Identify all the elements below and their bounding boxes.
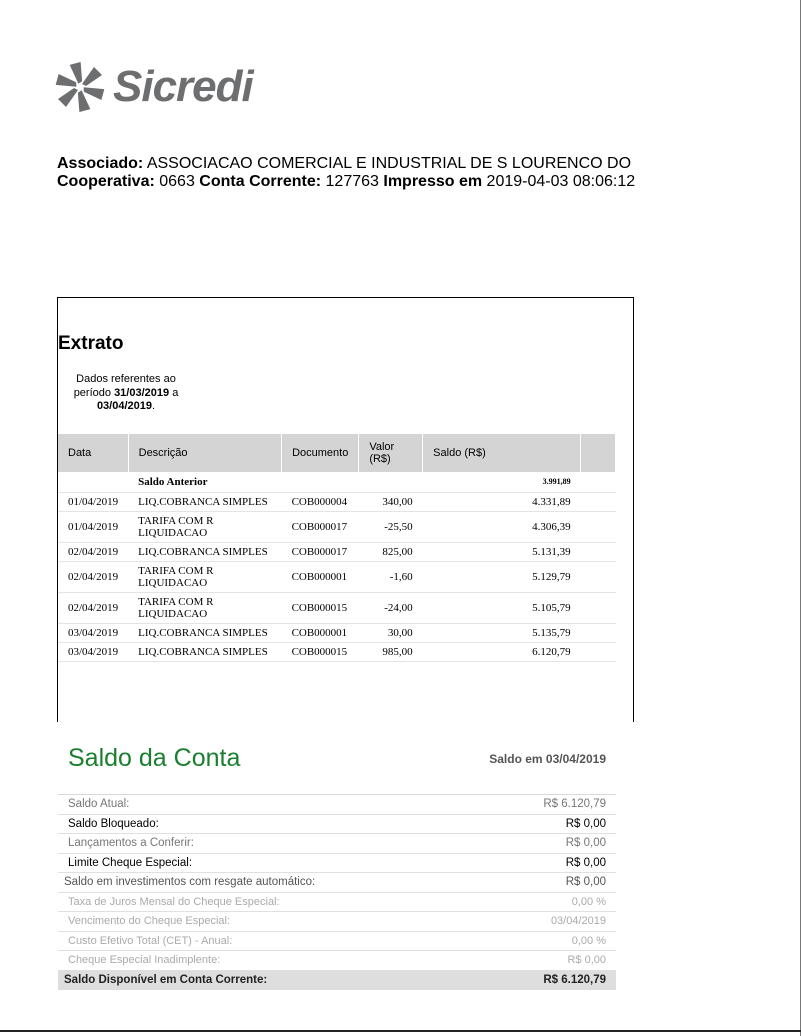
cell-description: TARIFA COM R LIQUIDACAO	[128, 592, 281, 623]
cell-date: 01/04/2019	[58, 492, 128, 511]
cell-description: LIQ.COBRANCA SIMPLES	[128, 623, 281, 642]
cell-valor: -25,50	[359, 511, 423, 542]
impresso-value: 2019-04-03 08:06:12	[486, 173, 636, 190]
impresso-label: Impresso em	[383, 173, 483, 190]
associado-label: Associado:	[57, 155, 144, 172]
saldo-row-label: Limite Cheque Especial:	[68, 856, 193, 869]
saldo-row-value: R$ 0,00	[565, 837, 606, 850]
period-end: 03/04/2019	[96, 400, 152, 412]
page-bottom-divider	[0, 1030, 801, 1032]
cooperativa-label: Cooperativa:	[57, 173, 155, 190]
table-row	[58, 492, 616, 511]
cell-date: 02/04/2019	[58, 561, 128, 592]
table-cell	[581, 511, 616, 542]
table-row	[58, 623, 616, 642]
cell-valor: 30,00	[359, 623, 423, 642]
table-cell	[581, 642, 616, 661]
saldo-row-value: R$ 0,00	[565, 817, 606, 830]
table-cell	[581, 492, 616, 511]
saldo-row-label: Cheque Especial Inadimplente:	[68, 954, 221, 967]
col-header-valor: Valor (R$)	[359, 434, 423, 472]
period-suffix: .	[152, 400, 156, 412]
cell-date: 02/04/2019	[58, 592, 128, 623]
extrato-title: Extrato	[58, 333, 124, 354]
period-description	[60, 373, 192, 414]
saldo-row-value: R$ 6.120,79	[543, 798, 606, 811]
period-mid: a	[172, 386, 179, 399]
cell-description: LIQ.COBRANCA SIMPLES	[128, 492, 281, 511]
brand-name: Sicredi	[113, 62, 253, 111]
cell-date: 02/04/2019	[58, 542, 128, 561]
period-start: 31/03/2019	[114, 386, 170, 399]
conta-label: Conta Corrente:	[199, 173, 322, 190]
table-cell	[581, 542, 616, 561]
saldo-row-value: R$ 0,00	[567, 954, 606, 967]
saldo-row	[58, 893, 616, 913]
cooperativa-line	[57, 173, 635, 191]
saldo-row-label: Saldo Bloqueado:	[68, 817, 159, 830]
cell-description: TARIFA COM R LIQUIDACAO	[128, 561, 281, 592]
cell-date: 03/04/2019	[58, 642, 128, 661]
cooperativa-value: 0663	[159, 173, 195, 190]
cell-description: TARIFA COM R LIQUIDACAO	[128, 511, 281, 542]
sicredi-pinwheel-icon	[55, 62, 105, 112]
period-prefix: Dados referentes ao período	[73, 373, 176, 399]
saldo-row-label: Vencimento do Cheque Especial:	[68, 915, 231, 928]
cell-saldo: 6.120,79	[423, 642, 581, 661]
saldo-row-value: 0,00 %	[571, 934, 606, 947]
account-header	[57, 155, 635, 191]
saldo-row-label: Custo Efetivo Total (CET) - Anual:	[68, 934, 233, 947]
saldo-title: Saldo da Conta	[68, 744, 241, 772]
cell-date: 03/04/2019	[58, 623, 128, 642]
saldo-row-label: Saldo Disponível em Conta Corrente:	[64, 974, 268, 987]
table-cell	[58, 472, 128, 492]
saldo-row	[58, 815, 616, 835]
cell-document: COB000001	[282, 561, 359, 592]
cell-document: COB000001	[282, 623, 359, 642]
table-cell	[581, 472, 616, 492]
cell-valor: -24,00	[359, 592, 423, 623]
table-row	[58, 511, 616, 542]
cell-valor: -1,60	[359, 561, 423, 592]
saldo-row	[58, 912, 616, 932]
cell-saldo: 4.306,39	[423, 511, 581, 542]
cell-date: 01/04/2019	[58, 511, 128, 542]
sicredi-logo	[55, 62, 253, 112]
cell-document: COB000015	[282, 592, 359, 623]
saldo-anterior-label: Saldo Anterior	[128, 472, 423, 492]
table-cell	[581, 592, 616, 623]
transactions-table	[58, 434, 616, 662]
cell-document: COB000017	[282, 511, 359, 542]
col-header-blank	[581, 434, 616, 472]
table-cell	[581, 561, 616, 592]
cell-saldo: 5.131,39	[423, 542, 581, 561]
saldo-row	[58, 873, 616, 893]
cell-valor: 340,00	[359, 492, 423, 511]
saldo-row-value: R$ 0,00	[565, 876, 606, 889]
cell-valor: 985,00	[359, 642, 423, 661]
col-header-saldo: Saldo (R$)	[423, 434, 581, 472]
saldo-row	[58, 932, 616, 952]
saldo-row	[58, 971, 616, 991]
saldo-row-label: Lançamentos a Conferir:	[68, 837, 194, 850]
saldo-anterior-value: 3.991,89	[423, 472, 581, 492]
saldo-date: Saldo em 03/04/2019	[489, 752, 606, 766]
associado-line	[57, 155, 635, 173]
cell-document: COB000015	[282, 642, 359, 661]
col-header-descricao: Descrição	[128, 434, 281, 472]
saldo-row-value: 0,00 %	[571, 895, 606, 908]
saldo-rows	[58, 794, 616, 990]
table-row	[58, 592, 616, 623]
table-header-row	[58, 434, 616, 472]
conta-value: 127763	[325, 173, 379, 190]
saldo-row-label: Saldo em investimentos com resgate automático:	[64, 876, 316, 889]
saldo-row	[58, 951, 616, 971]
cell-saldo: 5.105,79	[423, 592, 581, 623]
table-cell	[581, 623, 616, 642]
cell-saldo: 4.331,89	[423, 492, 581, 511]
table-row	[58, 642, 616, 661]
table-row	[58, 542, 616, 561]
col-header-documento: Documento	[282, 434, 359, 472]
cell-valor: 825,00	[359, 542, 423, 561]
saldo-row-value: 03/04/2019	[550, 915, 606, 928]
saldo-row-label: Taxa de Juros Mensal do Cheque Especial:	[68, 895, 280, 908]
associado-value: ASSOCIACAO COMERCIAL E INDUSTRIAL DE S LOURENCO DO	[146, 155, 632, 172]
saldo-anterior-row	[58, 472, 616, 492]
cell-document: COB000017	[282, 542, 359, 561]
cell-description: LIQ.COBRANCA SIMPLES	[128, 542, 281, 561]
saldo-row	[58, 834, 616, 854]
saldo-row-value: R$ 0,00	[565, 856, 606, 869]
cell-saldo: 5.129,79	[423, 561, 581, 592]
table-row	[58, 561, 616, 592]
cell-document: COB000004	[282, 492, 359, 511]
col-header-data: Data	[58, 434, 128, 472]
cell-saldo: 5.135,79	[423, 623, 581, 642]
cell-description: LIQ.COBRANCA SIMPLES	[128, 642, 281, 661]
saldo-row	[58, 854, 616, 874]
saldo-row-value: R$ 6.120,79	[543, 974, 606, 987]
saldo-row-label: Saldo Atual:	[68, 798, 130, 811]
saldo-row	[58, 795, 616, 815]
